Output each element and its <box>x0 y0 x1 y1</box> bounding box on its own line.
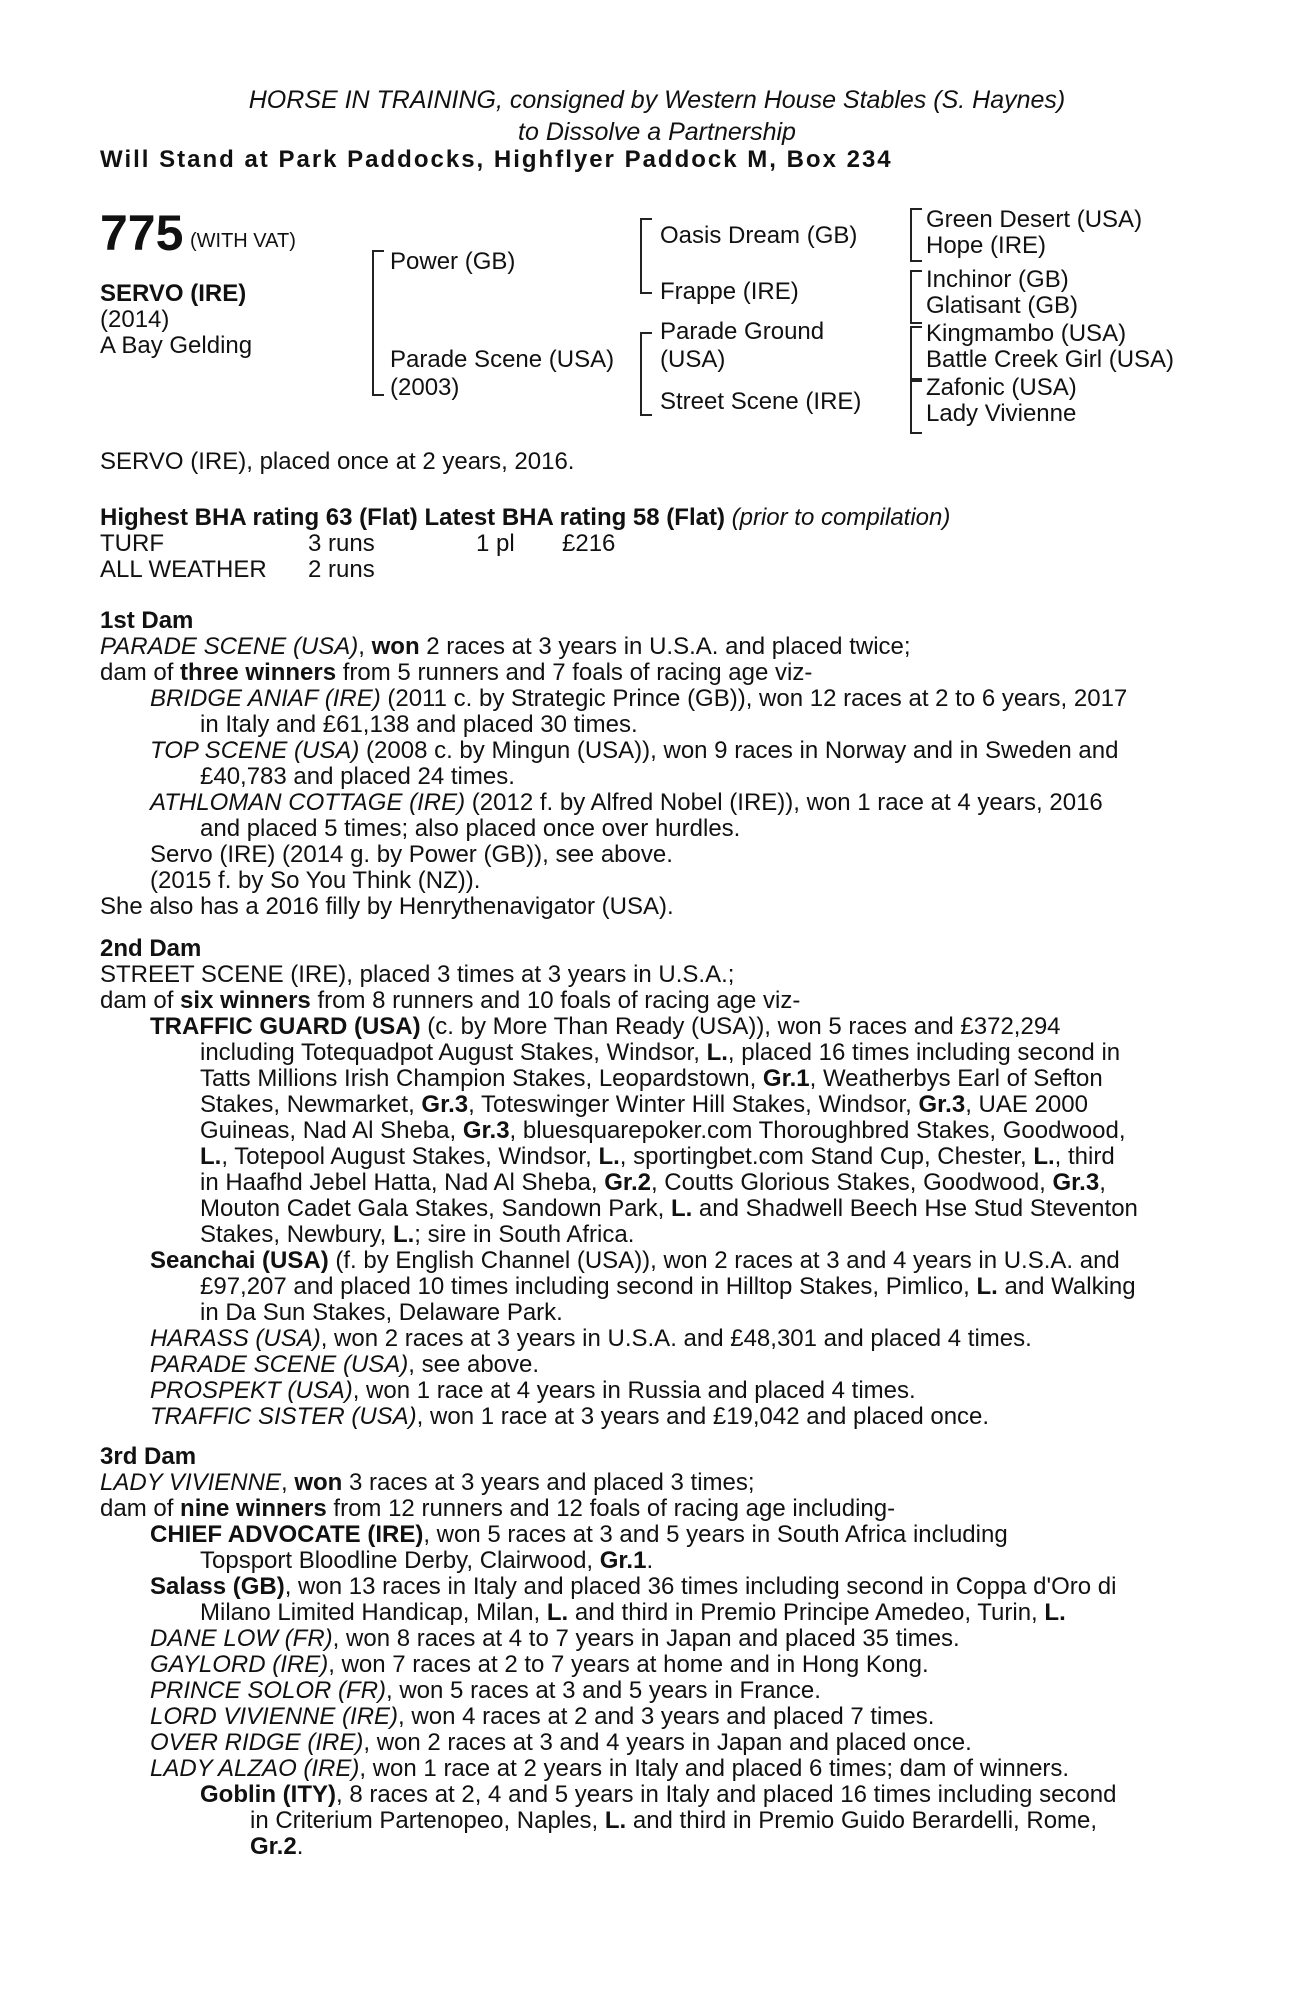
offspring-lord-vivienne: LORD VIVIENNE (IRE), won 4 races at 2 and 3 years and placed 7 times. <box>150 1703 935 1730</box>
horse-description: A Bay Gelding <box>100 332 253 359</box>
second-dam-line: STREET SCENE (IRE), placed 3 times at 3 years in U.S.A.; <box>100 961 735 988</box>
offspring-seanchai: Seanchai (USA) (f. by English Channel (USA)), won 2 races at 3 and 4 years in U.S.A. and <box>150 1247 1120 1274</box>
pedigree-brace-main <box>372 250 384 396</box>
turf-placings: 1 pl <box>476 530 515 557</box>
offspring-gaylord: GAYLORD (IRE), won 7 races at 2 to 7 years at home and in Hong Kong. <box>150 1651 929 1678</box>
offspring-top-scene-cont: £40,783 and placed 24 times. <box>200 763 515 790</box>
offspring-2015: (2015 f. by So You Think (NZ)). <box>150 867 481 894</box>
pedigree-brace-sire <box>640 218 652 294</box>
stand-location: Will Stand at Park Paddocks, Highflyer Paddock M, Box 234 <box>100 146 893 173</box>
sd-sire: Inchinor (GB) <box>926 266 1069 293</box>
offspring-athloman-cont: and placed 5 times; also placed once over hurdles. <box>200 815 741 842</box>
ds-dam: Battle Creek Girl (USA) <box>926 346 1175 373</box>
lot-number: 775 <box>100 205 184 261</box>
second-dam-section: 2nd Dam STREET SCENE (IRE), placed 3 times at 3 years in U.S.A.; dam of six winners from 8 runners and 10 foals of racing age viz- TRAFFIC GUARD (USA) (c. by More Than Ready (USA)), won 5 races and £372,294 including Totequadpot August Stakes, Windsor, L., placed 16 times including second in Tatts Millions Irish Champion Stakes, Leopardstown, Gr.1, Weatherbys Earl of Sefton Stakes, Newmarket, Gr.3, Toteswinger Winter Hill Stakes, Windsor, Gr.3, UAE 2000 Guineas, Nad Al Sheba, Gr.3, bluesquarepoker.com Thoroughbred Stakes, Goodwood, L., Totepool August Stakes, Windsor, L., sportingbet.com Stand Cup, Chester, L., third in Haafhd Jebel Hatta, Nad Al Sheba, Gr.2, Coutts Glorious Stakes, Goodwood, Gr.3, Mouton Cadet Gala Stakes, Sandown Park, L. and Shadwell Beech Hse Stud Steventon Stakes, Newbury, L.; sire in South Africa. Seanchai (USA) (f. by English Channel (USA)), won 2 races at 3 and 4 years in U.S.A. and £97,207 and placed 10 times including second in Hilltop Stakes, Pimlico, L. and Walking in Da Sun Stakes, Delaware Park. HARASS (USA), won 2 races at 3 years in U.S.A. and £48,301 and placed 4 times. PARADE SCENE (USA), see above. PROSPEKT (USA), won 1 race at 4 years in Russia and placed 4 times. TRAFFIC SISTER (USA), won 1 race at 3 years and £19,042 and placed once. <box>100 936 1212 1430</box>
offspring-over-ridge: OVER RIDGE (IRE), won 2 races at 3 and 4 years in Japan and placed once. <box>150 1729 972 1756</box>
offspring-lady-alzao: LADY ALZAO (IRE), won 1 race at 2 years in Italy and placed 6 times; dam of winners. <box>150 1755 1070 1782</box>
first-dam-heading: 1st Dam <box>100 607 194 634</box>
first-dam-line: PARADE SCENE (USA), won 2 races at 3 years in U.S.A. and placed twice; <box>100 633 911 660</box>
ratings-note: (prior to compilation) <box>731 504 951 531</box>
consignor-line: HORSE IN TRAINING, consigned by Western House Stables (S. Haynes) <box>248 86 1066 114</box>
horse-year: (2014) <box>100 306 170 333</box>
offspring-parade-scene: PARADE SCENE (USA), see above. <box>150 1351 540 1378</box>
offspring-prince-solor: PRINCE SOLOR (FR), won 5 races at 3 and 5 years in France. <box>150 1677 821 1704</box>
third-dam-section: 3rd Dam LADY VIVIENNE, won 3 races at 3 years and placed 3 times; dam of nine winners from 12 runners and 12 foals of racing age including- CHIEF ADVOCATE (IRE), won 5 races at 3 and 5 years in South Africa including Topsport Bloodline Derby, Clairwood, Gr.1. Salass (GB), won 13 races in Italy and placed 36 times including second in Coppa d'Oro di Milano Limited Handicap, Milan, L. and third in Premio Principe Amedeo, Turin, L. DANE LOW (FR), won 8 races at 4 to 7 years in Japan and placed 35 times. GAYLORD (IRE), won 7 races at 2 to 7 years at home and in Hong Kong. PRINCE SOLOR (FR), won 5 races at 3 and 5 years in France. LORD VIVIENNE (IRE), won 4 races at 2 and 3 years and placed 7 times. OVER RIDGE (IRE), won 2 races at 3 and 4 years in Japan and placed once. LADY ALZAO (IRE), won 1 race at 2 years in Italy and placed 6 times; dam of winners. Goblin (ITY), 8 races at 2, 4 and 5 years in Italy and placed 16 times including second in Criterium Partenopeo, Naples, L. and third in Premio Guido Berardelli, Rome, Gr.2. <box>100 1444 1212 1860</box>
dam-sire-line2: (USA) <box>660 346 726 373</box>
aw-label: ALL WEATHER <box>100 556 267 583</box>
dam-dam: Street Scene (IRE) <box>660 388 862 415</box>
third-dam-line: LADY VIVIENNE, won 3 races at 3 years and placed 3 times; <box>100 1469 755 1496</box>
vat-note: (WITH VAT) <box>190 230 296 252</box>
offspring-prospekt: PROSPEKT (USA), won 1 race at 4 years in Russia and placed 4 times. <box>150 1377 916 1404</box>
pedigree-brace-sd <box>910 270 922 324</box>
turf-label: TURF <box>100 530 164 557</box>
dd-dam: Lady Vivienne <box>926 400 1077 427</box>
aw-runs: 2 runs <box>308 556 375 583</box>
sd-dam: Glatisant (GB) <box>926 292 1079 319</box>
turf-money: £216 <box>562 530 616 557</box>
sire-dam: Frappe (IRE) <box>660 278 799 305</box>
pedigree-brace-dd <box>910 380 922 434</box>
ss-sire: Green Desert (USA) <box>926 206 1143 233</box>
consignor-subline: to Dissolve a Partnership <box>518 118 796 146</box>
ratings-bold: Highest BHA rating 63 (Flat) Latest BHA rating 58 (Flat) <box>100 504 725 531</box>
ratings-line <box>100 504 950 532</box>
race-summary: SERVO (IRE), placed once at 2 years, 2016. <box>100 448 575 475</box>
sire: Power (GB) <box>390 248 516 275</box>
third-dam-heading: 3rd Dam <box>100 1443 197 1470</box>
offspring-harass: HARASS (USA), won 2 races at 3 years in U.S.A. and £48,301 and placed 4 times. <box>150 1325 1032 1352</box>
offspring-goblin: Goblin (ITY), 8 races at 2, 4 and 5 years in Italy and placed 16 times including second <box>200 1781 1117 1808</box>
offspring-servo: Servo (IRE) (2014 g. by Power (GB)), see above. <box>150 841 673 868</box>
offspring-bridge-aniaf-cont: in Italy and £61,138 and placed 30 times. <box>200 711 638 738</box>
first-dam-produce-line: dam of three winners from 5 runners and 7 foals of racing age viz- <box>100 659 813 686</box>
third-dam-produce-line: dam of nine winners from 12 runners and 12 foals of racing age including- <box>100 1495 896 1522</box>
dam-year: (2003) <box>390 374 460 401</box>
offspring-chief-advocate: CHIEF ADVOCATE (IRE), won 5 races at 3 and 5 years in South Africa including <box>150 1521 1008 1548</box>
turf-runs: 3 runs <box>308 530 375 557</box>
pedigree-brace-ds <box>910 326 922 380</box>
second-dam-produce-line: dam of six winners from 8 runners and 10 foals of racing age viz- <box>100 987 801 1014</box>
dam: Parade Scene (USA) <box>390 346 615 373</box>
offspring-top-scene: TOP SCENE (USA) (2008 c. by Mingun (USA)), won 9 races in Norway and in Sweden and <box>150 737 1119 764</box>
sire-sire: Oasis Dream (GB) <box>660 222 858 249</box>
dam-sire-line1: Parade Ground <box>660 318 825 345</box>
offspring-athloman: ATHLOMAN COTTAGE (IRE) (2012 f. by Alfred Nobel (IRE)), won 1 race at 4 years, 2016 <box>150 789 1103 816</box>
offspring-bridge-aniaf: BRIDGE ANIAF (IRE) (2011 c. by Strategic Prince (GB)), won 12 races at 2 to 6 years, 2017 <box>150 685 1128 712</box>
offspring-salass: Salass (GB), won 13 races in Italy and placed 36 times including second in Coppa d'Oro di <box>150 1573 1117 1600</box>
first-dam-section <box>100 608 1212 920</box>
pedigree-brace-dam <box>640 332 652 416</box>
horse-name: SERVO (IRE) <box>100 280 247 307</box>
dd-sire: Zafonic (USA) <box>926 374 1077 401</box>
second-dam-heading: 2nd Dam <box>100 935 202 962</box>
offspring-dane-low: DANE LOW (FR), won 8 races at 4 to 7 years in Japan and placed 35 times. <box>150 1625 960 1652</box>
offspring-traffic-sister: TRAFFIC SISTER (USA), won 1 race at 3 years and £19,042 and placed once. <box>150 1403 990 1430</box>
ss-dam: Hope (IRE) <box>926 232 1047 259</box>
offspring-2016: She also has a 2016 filly by Henrythenavigator (USA). <box>100 893 674 920</box>
ds-sire: Kingmambo (USA) <box>926 320 1127 347</box>
offspring-traffic-guard: TRAFFIC GUARD (USA) (c. by More Than Ready (USA)), won 5 races and £372,294 <box>150 1013 1061 1040</box>
pedigree-brace-ss <box>910 208 922 262</box>
